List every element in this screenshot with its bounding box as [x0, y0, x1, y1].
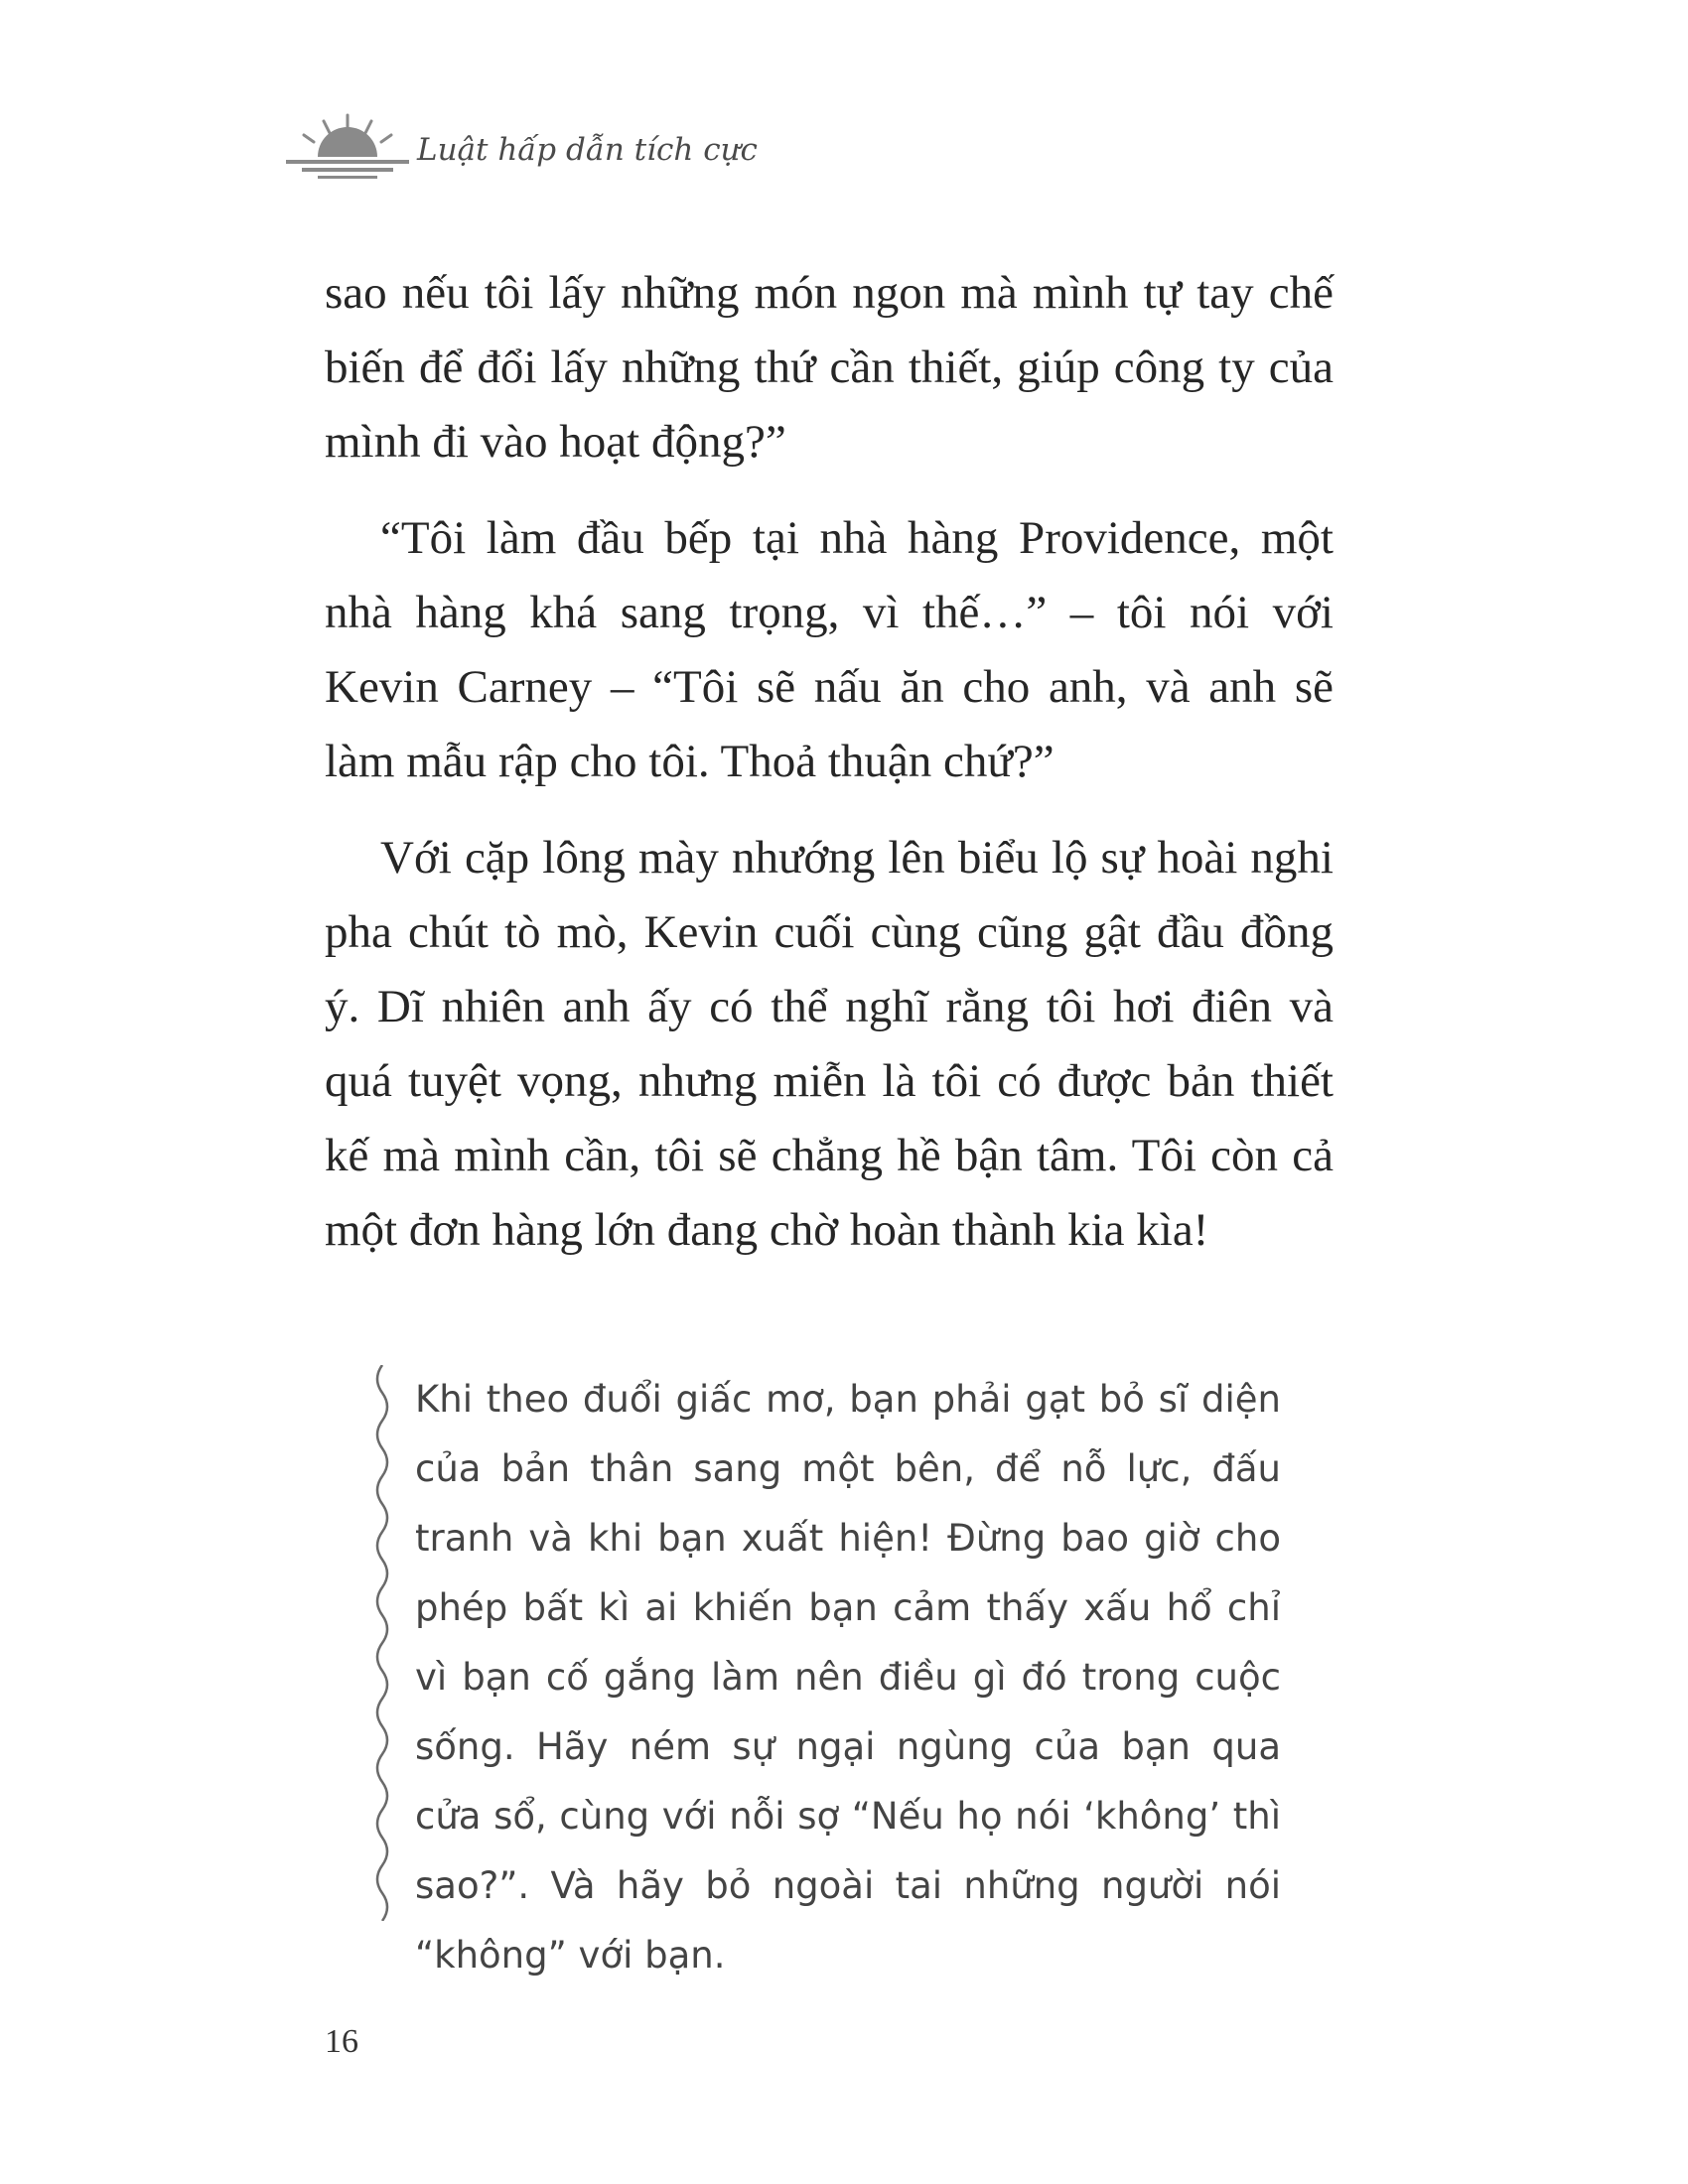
paragraph: Với cặp lông mày nhướng lên biểu lộ sự hoài nghi pha chút tò mò, Kevin cuối cùng cũng gật đầu đồng ý. Dĩ nhiên anh ấy có thể nghĩ rằng tôi hơi điên và quá tuyệt vọng, nhưng miễn là tôi có được bản thiết kế mà mình cần, tôi sẽ chẳng hề bận tâm. Tôi còn cả một đơn hàng lớn đang chờ hoàn thành kia kìa! [325, 832, 1334, 1256]
page-number: 16 [325, 2023, 358, 2060]
running-title: Luật hấp dẫn tích cực [417, 132, 758, 168]
body-text [325, 256, 1334, 1290]
running-header [278, 109, 758, 199]
wavy-line-icon [367, 1365, 397, 1921]
sunrise-icon [278, 109, 417, 189]
paragraph: “Tôi làm đầu bếp tại nhà hàng Providence, một nhà hàng khá sang trọng, vì thế…” – tôi nói với Kevin Carney – “Tôi sẽ nấu ăn cho anh, và anh sẽ làm mẫu rập cho tôi. Thoả thuận chứ?” [325, 512, 1334, 787]
callout-text: Khi theo đuổi giấc mơ, bạn phải gạt bỏ sĩ diện của bản thân sang một bên, để nỗ lực, đấu tranh và khi bạn xuất hiện! Đừng bao giờ cho phép bất kì ai khiến bạn cảm thấy xấu hổ chỉ vì bạn cố gắng làm nên điều gì đó trong cuộc sống. Hãy ném sự ngại ngùng của bạn qua cửa sổ, cùng với nỗi sợ “Nếu họ nói ‘không’ thì sao?”. Và hãy bỏ ngoài tai những người nói “không” với bạn. [415, 1378, 1281, 1977]
quote-callout [367, 1365, 1291, 1977]
paragraph: sao nếu tôi lấy những món ngon mà mình tự tay chế biến để đổi lấy những thứ cần thiết, giúp công ty của mình đi vào hoạt động?” [325, 267, 1334, 468]
